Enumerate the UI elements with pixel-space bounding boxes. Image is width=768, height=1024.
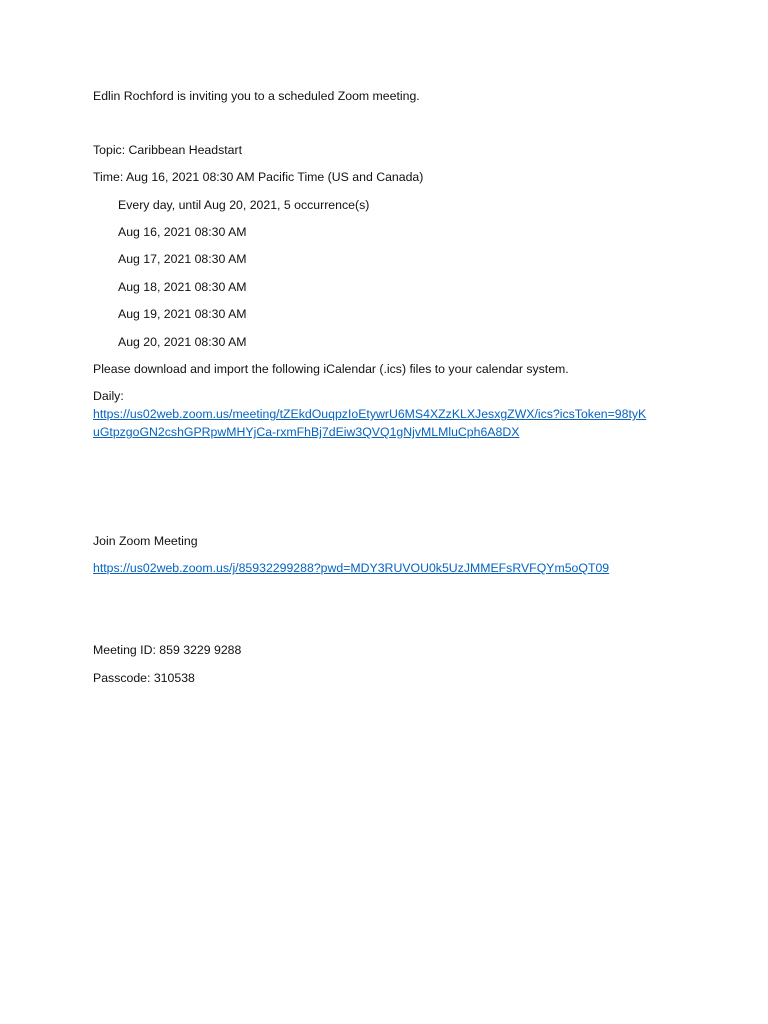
- daily-ics-link-line1: https://us02web.zoom.us/meeting/tZEkdOuqpzIoEtywrU6MS4XZzKLXJesxgZWX/ics?icsToken=98tyK: [93, 407, 647, 421]
- occurrence-item: Aug 17, 2021 08:30 AM: [118, 252, 247, 266]
- join-meeting-link[interactable]: https://us02web.zoom.us/j/85932299288?pwd=MDY3RUVOU0k5UzJMMEFsRVFQYm5oQT09: [93, 561, 610, 575]
- join-meeting-label: Join Zoom Meeting: [93, 534, 198, 548]
- meeting-passcode: Passcode: 310538: [93, 671, 195, 685]
- occurrence-item: Aug 19, 2021 08:30 AM: [118, 307, 247, 321]
- daily-ics-link-block: [93, 405, 673, 441]
- invitation-intro: Edlin Rochford is inviting you to a scheduled Zoom meeting.: [93, 89, 420, 103]
- occurrence-item: Aug 16, 2021 08:30 AM: [118, 225, 247, 239]
- meeting-time: Time: Aug 16, 2021 08:30 AM Pacific Time (US and Canada): [93, 170, 424, 184]
- ics-instructions: Please download and import the following iCalendar (.ics) files to your calendar system.: [93, 362, 569, 376]
- occurrence-item: Aug 20, 2021 08:30 AM: [118, 335, 247, 349]
- join-meeting-link-row: [93, 559, 609, 577]
- meeting-id: Meeting ID: 859 3229 9288: [93, 643, 242, 657]
- daily-ics-link[interactable]: [93, 407, 646, 439]
- daily-label: Daily:: [93, 389, 124, 403]
- daily-ics-link-line2: uGtpzgoGN2cshGPRpwMHYjCa-rxmFhBj7dEiw3QVQ1gNjvMLMluCph6A8DX: [93, 425, 520, 439]
- occurrence-item: Aug 18, 2021 08:30 AM: [118, 280, 247, 294]
- recurrence-info: Every day, until Aug 20, 2021, 5 occurrence(s): [118, 198, 370, 212]
- meeting-topic: Topic: Caribbean Headstart: [93, 143, 243, 157]
